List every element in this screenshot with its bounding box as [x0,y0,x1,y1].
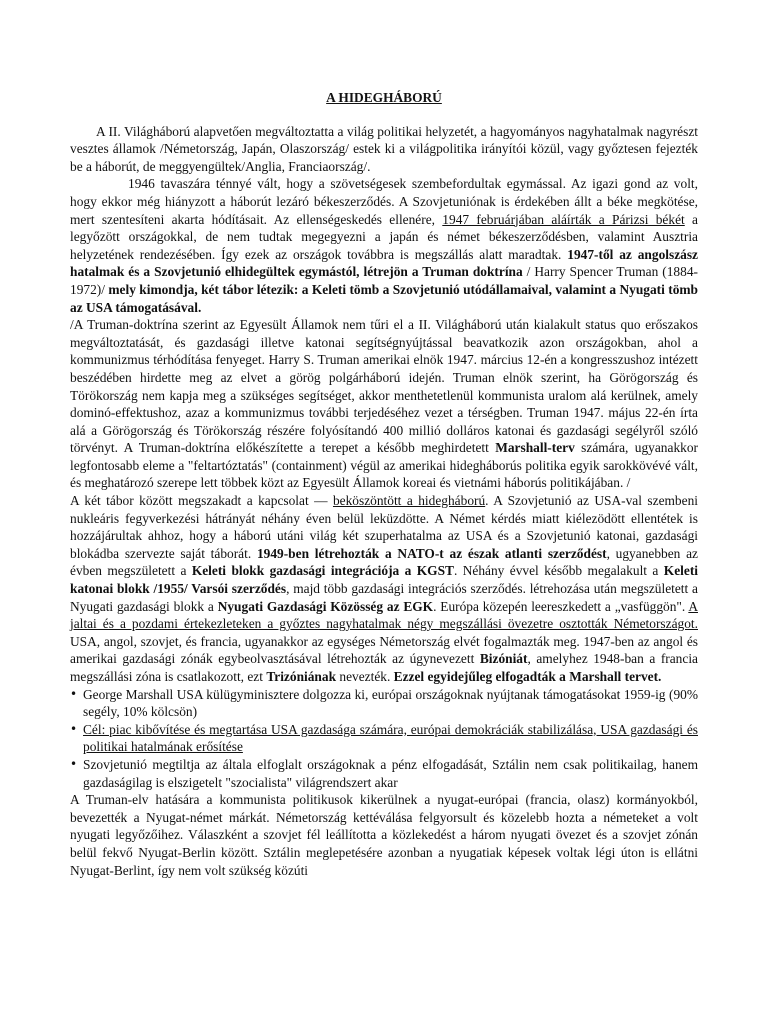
underlined-text: 1947 februárjában aláírták a Párizsi békét [442,211,685,227]
list-item [70,686,698,721]
paragraph-cold-war [70,492,698,686]
text-run: /A Truman-doktrína szerint az Egyesült Államok nem tűri el a II. Világháború után kialakult status quo erőszakos megváltoztatását, és gazdasági illetve katonai segítségnyújtással beavatkozik azon országokban, ahol a kommunizmus térhódítása fenyeget. Harry S. Truman amerikai elnök 1947. március 12-én a kongresszushoz intézett beszédében hirdette meg az elvet a görög polgárháború idején. Truman elnök szerint, ha Görögország és Törökország nem kapja meg a szükséges segítséget, akkor menthetetlenül kommunista uralom alá kerülnek, amely dominó-effektushoz, azaz a kommunizmus további terjedéséhez vezet a térségben. Truman 1947. május 22-én írta alá a Görögország és Törökország részére folyósítandó 400 millió dolláros katonai és gazdasági segélyről szóló törvényt. A Truman-doktrína előkészítette a terepet a később meghirdetett [70,317,698,456]
text-run: a legyőzött országokkal, de nem tudtak megegyezni a japán és német békeszerződésben, valamint Ausztria helyzetének rendezésében. Így ezek az országok továbbra is megszállás alatt maradtak. [70,211,698,262]
list-item [70,721,698,756]
bold-text: Ezzel egyidejűleg elfogadták a Marshall tervet. [393,669,662,684]
bullet-icon: • [70,756,78,771]
list-item-text: Szovjetunió megtiltja az általa elfoglalt országoknak a pénz elfogadását, Sztálin nem csak politikailag, hanem gazdaságilag is elszigetelt "szocialista" világrendszert akar [83,756,698,790]
bold-text: 1947-től az angolszász hatalmak és a Szovjetunió elhidegültek egymástól, létrejön a Truman doktrína [70,246,698,280]
paragraph-1946 [70,175,698,316]
text-run: , ugyanebben az évben megszületett a [70,545,698,579]
bullet-icon: • [70,686,78,701]
bullet-icon: • [70,721,78,736]
list-item-text: Cél: piac kibővítése és megtartása USA gazdasága számára, európai demokráciák stabilizálása, USA gazdasági és politikai hatalmának erősítése [83,721,698,755]
bold-text: Trizóniának [266,669,337,684]
bullet-list [70,686,698,792]
bold-text: Keleti blokk gazdasági integrációja a KGST [191,563,454,579]
text-run: / Harry Spencer Truman (1884-1972)/ [70,264,698,297]
paragraph-berlin: A Truman-elv hatására a kommunista politikusok kikerülnek a nyugat-európai (francia, olasz) kormányokból, bevezették a Nyugat-német márkát. Németország kettéválása felgyorsult és közelebb hozta a németeket a volt nyugati legyőzőihez. Válaszként a szovjet fél leállította a közlekedést a három nyugati övezet és a szovjet zónán belül fekvő Nyugat-Berlin között. Sztálin meglepetésére azonban a nyugatiak képesek voltak légi úton is ellátni Nyugat-Berlint, így nem volt szükség közúti [70,792,698,878]
bold-text: Marshall-terv [495,440,575,456]
bold-text: Bizóniát [479,651,528,667]
text-run: . Európa közepén leereszkedett a „vasfüggön". [433,598,689,614]
text-run: számára, ugyanakkor legfontosabb eleme a "feltartóztatás" (containment) végül az amerikai hidegháborús politika egyik sarokkövévé vált, és meghatározó szerepe lett többek közt az Egyesült Államok koreai és vietnámi háborús politikájában. / [70,440,698,491]
text-run: . Néhány évvel később megalakult a [453,563,664,579]
list-item [70,756,698,791]
text-run: 1946 tavaszára ténnyé vált, hogy a szövetségesek szembefordultak egymással. Az igazi gond az volt, hogy ekkor még hiányzott a háborút lezáró békeszerződés. A Szovjetuniónak is érdekében állt a béke megkötése, mert szentesíteni akarta hódításait. Az ellenségeskedés ellenére, [70,176,698,227]
text-run: , amelyhez 1948-ban a francia megszállási zóna is csatlakozott, ezt [70,651,698,684]
document-title: A HIDEGHÁBORÚ [326,90,442,105]
bold-text: mely kimondja, két tábor létezik: a Keleti tömb a Szovjetunió utódállamaival, valamint a Nyugati tömb az USA támogatásával. [70,281,699,315]
underlined-text: beköszöntött a hidegháború [332,493,486,509]
underlined-text: A jaltai és a pozdami értekezleteken a győztes nagyhatalmak négy megszállási övezetre osztották Németországot. [70,598,698,632]
paragraph-intro: A II. Világháború alapvetően megváltoztatta a világ politikai helyzetét, a hagyományos nagyhatalmak nagyrészt vesztes államok /Németország, Japán, Olaszország/ estek ki a világpolitika irányítói közül, vagy győztesen fejezték be a háborút, de meggyengültek/Anglia, Franciaország/. [70,123,698,174]
text-run: USA, angol, szovjet, és francia, ugyanakkor az egységes Németország elvét fogalmazták meg. 1947-ben az angol és amerikai gazdasági zónák egybeolvasztásával létrehozták az úgynevezett [70,633,698,667]
text-run: A két tábor között megszakadt a kapcsolat — [70,493,333,509]
bold-text: Nyugati Gazdasági Közösség az EGK [217,598,434,614]
text-run: nevezték. [336,669,394,684]
list-item-text: George Marshall USA külügyminisztere dolgozza ki, európai országoknak nyújtanak támogatásokat 1959-ig (90% segély, 10% kölcsön) [83,686,698,720]
paragraph-truman-doctrine [70,316,698,492]
bold-text: 1949-ben létrehozták a NATO-t az észak atlanti szerződést [256,545,607,561]
text-run: , majd több gazdasági integrációs szerződés. létrehozása után megszületett a Nyugati gazdasági blokk a [70,581,698,614]
text-run: . A Szovjetunió az USA-val szembeni nukleáris fegyverkezési hátrányát néhány éven belül leküzdötte. A Német kérdés miatt kiélezödött ellentétek is hozzájárultak ahhoz, hogy a háború utáni világ két szuperhatalma az USA és a Szovjetunió katonai, gazdasági blokádba szervezte saját táborát. [70,493,698,561]
bold-text: Keleti katonai blokk /1955/ Varsói szerződés [70,563,698,597]
